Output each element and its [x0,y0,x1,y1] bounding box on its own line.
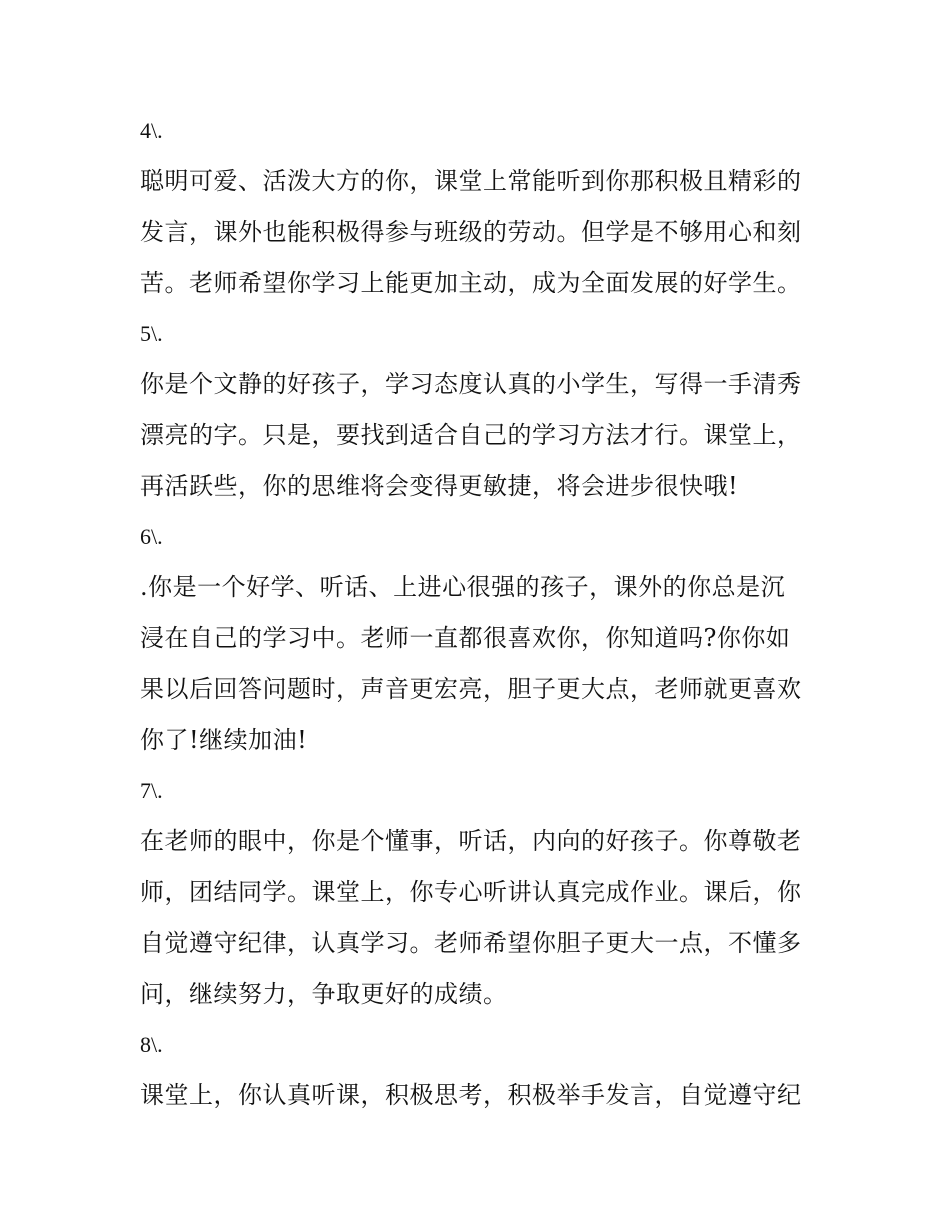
paragraph-line: 果以后回答问题时，声音更宏亮，胆子更大点，老师就更喜欢 [140,675,802,703]
document-body [140,106,820,1121]
paragraph-line: 问，继续努力，争取更好的成绩。 [140,980,508,1008]
section-number: 8\. [140,1032,163,1057]
comment-section-5 [140,309,820,512]
paragraph-line: .你是一个好学、听话、上进心很强的孩子，课外的你总是沉 [140,573,786,601]
paragraph-line: 你了!继续加油! [140,726,308,754]
paragraph-line: 自觉遵守纪律，认真学习。老师希望你胆子更大一点，不懂多 [140,929,802,957]
section-number: 5\. [140,321,163,346]
paragraph-line: 浸在自己的学习中。老师一直都很喜欢你，你知道吗?你你如 [140,624,791,652]
paragraph-line: 苦。老师希望你学习上能更加主动，成为全面发展的好学生。 [140,269,802,297]
paragraph-line: 在老师的眼中，你是个懂事，听话，内向的好孩子。你尊敬老 [140,827,802,855]
section-number: 7\. [140,778,163,803]
comment-section-7 [140,766,820,1020]
section-number: 4\. [140,118,163,143]
paragraph-line: 师，团结同学。课堂上，你专心听讲认真完成作业。课后，你 [140,878,802,906]
section-number: 6\. [140,524,163,549]
paragraph-line: 漂亮的字。只是，要找到适合自己的学习方法才行。课堂上， [140,421,802,449]
paragraph-line: 聪明可爱、活泼大方的你，课堂上常能听到你那积极且精彩的 [140,167,802,195]
paragraph-line: 再活跃些，你的思维将会变得更敏捷，将会进步很快哦! [140,472,739,500]
comment-section-6 [140,512,820,766]
comment-section-4 [140,106,820,309]
paragraph-line: 课堂上，你认真听课，积极思考，积极举手发言，自觉遵守纪 [140,1081,802,1109]
comment-section-8 [140,1020,820,1121]
paragraph-line: 发言，课外也能积极得参与班级的劳动。但学是不够用心和刻 [140,218,802,246]
paragraph-line: 你是个文静的好孩子，学习态度认真的小学生，写得一手清秀 [140,370,802,398]
